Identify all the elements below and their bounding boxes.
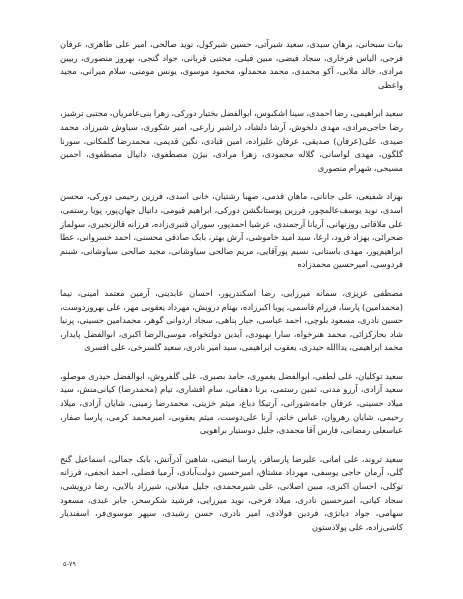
paragraph-1: بیات سبحانی، برهان سیدی، سعید شیرآتی، حسین شیرکول، نوید صالحی، امیر علی طاهری، عرفان فرجی، الیاس فرخاری، سجاد فیضی، مبین فیلی، مجتبی قربانی، جواد گنجی، بهروز منصوری، ربیین مرادی، خالد ملایی، آکو محمدی، محمد محمدلو، محمود موسوی، یونس مومنی، سلام میرانی، مجید واعظی [60, 39, 403, 90]
paragraph-2: سعید ابراهیمی، رضا احمدی، سینا اشکبوس، ابوالفضل بختیار دورکی، زهرا بنی‌عامریان، مجتبی ترشیز، رضا حاجی‌مرادی، مهدی دلخوش، آرشا دلشاد، ذراشیر زارعی، امیر شکوری، سیاوش شیرزاد، محمد صیدی، علی‌(عرفان) صدیقی، عرفان علیزاده، امین قبادی، نگین قدیمی، محمدرضا گلمکانی، سورنا گلگون، مهدی لواسانی، گلاله محمودی، زهرا مرادی، بیژن مصطفوی، دانیال مصطفوی، احمین مسیحی، شهرام منصوری [60, 108, 403, 173]
page-number: ۵-۷۹ [63, 560, 76, 568]
paragraph-4: مصطفی عزیزی، سمانه میرزایی، رضا اسکندرپور، احسان عابدینی، آرمین معتمد امینی، نیما (محمدامین) پارسا، فرزام قاسمی، پویا اکبرزاده، بهنام درویش، مهرداد یعقوبی مهر، علی بهروزدوست، حسین نادری، مسعود بلوچی، احمد عباسی، جبار پناهی، سجاد اردوانی گوهر، محمدامین حسینی، پرنیا شاد بحارکزائی، محمد هنرخواه، سارا بهبودی، آیدین دولتخواه، موسی‌الرضا اکبری، ابوالفضل پایدار، محمد ابراهیمی، یداالله حیدری، یعقوب ابراهیمی، سید امیر نادری، سعید گلسرخی، علی افسری [60, 287, 403, 353]
paragraph-3: بهزاد شفیعی، علی جانانی، ماهان قدمی، صهبا رشتیان، خانی اسدی، فرزین رحیمی دورکی، محسن اسدی، نوید یوسف‌عالمچور، فرزین پوستانگشن دورکی، ابراهیم قیومی، دانیال جهان‌پور، پویا رستمی، علی ملاقاتی روزنهانی، آریانا آرجمندی، عرشیا احمدپور، سوران قنبری‌زاده، فرزانه قالزنجیری، سولماز صحرائی، بهزاد فرود، ارغا، سید امید خاموشی، آرش بهتر، بابک صادقی محسنی، احمد خسروانی، عطا ابراهیم‌پور، مهدی باستانی، نسیم پورآقایی، مریم صالحی سیاوشانی، مجید صالحی سیاوشانی، شبنم فردوسی، امیرحسین محمدزاده [60, 191, 403, 270]
paragraph-6: سعید تروند، علی امانی، علیرضا پارسافر، پارسا ابیضی، شاهین آذرآتش، بابک جمالی، اسماعیل گنج گلی، آرمان حاجی یوسفی، مهرداد مشتاق، امیرحسین دولت‌آبادی، آرمیا فضلی، احمد انجفی، فرزانه توکلی، احسان اکبری، مبین اصلانی، علی شیرمحمدی، جلیل میلانی، شیرزاد بالایی، رضا درویشی، سجاد کیانی، امیرحسین نادری، میلاد فرخی، نوید میرزایی، فرشید شکرسحر، جابر عبدی، مسعود سهامی، جواد دیانژی، فردین فولادی، امیر نادری، حسن رشیدی، سپهر موسوی‌فر، اسفندیار کاشی‌زاده، علی پولادستون [60, 453, 403, 532]
paragraph-5: سعید توکلیان، علی لطفی، ابوالفضل یغموری، حامد بصیری، علی گلفروش، ابوالفضل حیدری موصلو، سعید آزادی، آرزو مدنی، ثمین رستمی، برنا دهقانی، سام افشاری، تیام (محمدرضا) کیانی‌منش، سید میلاد حسینی، عرفان جامه‌شورانی، آرتیکا دباغ، میثم خزینی، محمدرضا زمینی، شایان آزادی، میلاد رحیمی، شایان رهروان، عباس خاتم، آرنا علی‌دوست، میثم یعقوبی، امیرمحمد کرمی، پارسا صفار، عباسعلی رمضانی، فارس آقا محمدی، جلیل دوستیار براهویی [60, 370, 403, 436]
